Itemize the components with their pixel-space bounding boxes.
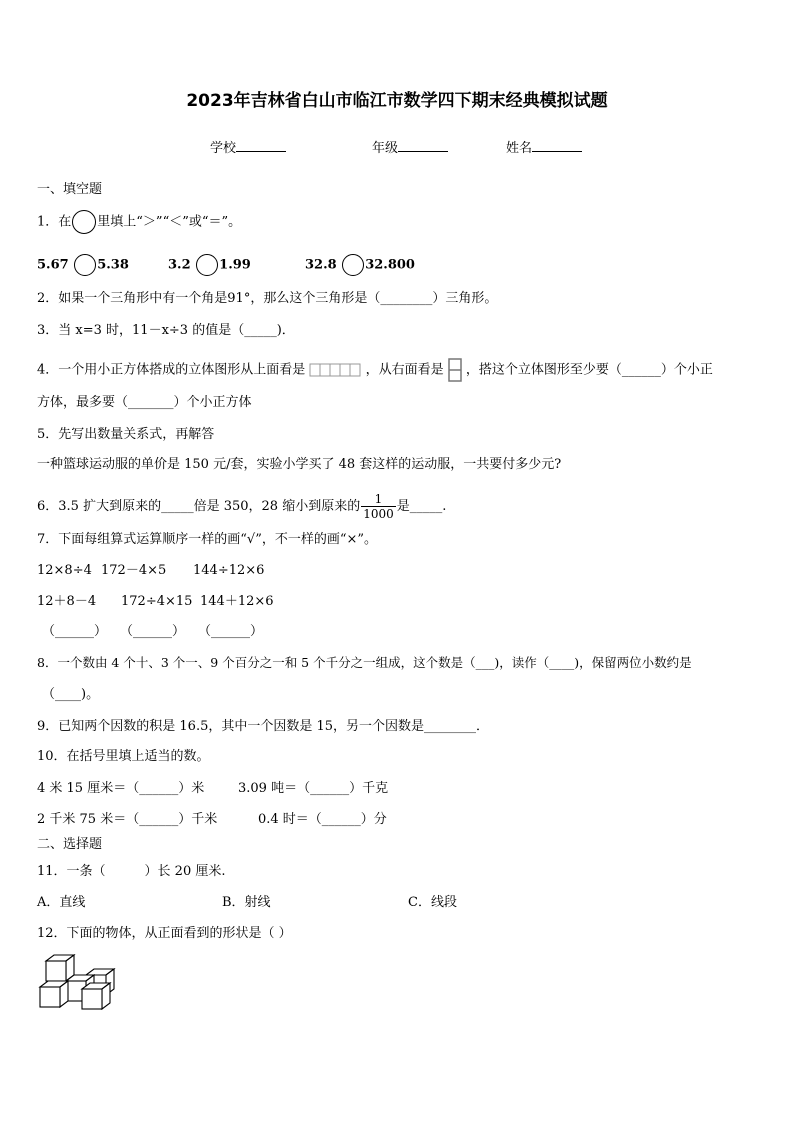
fraction: $\frac{1}{1000}$ <box>363 492 394 521</box>
compare-circle-2[interactable] <box>196 254 218 276</box>
q7-expr-3a: 144÷12×6 <box>193 563 265 578</box>
question-7: 7．下面每组算式运算顺序一样的画“√”，不一样的画“×”。 <box>37 532 378 547</box>
q7-answer-1[interactable]: （______） <box>42 624 108 639</box>
school-field[interactable]: 学校 <box>210 140 286 158</box>
question-4-cont: 方体，最多要（_______）个小正方体 <box>37 395 252 410</box>
question-10: 10．在括号里填上适当的数。 <box>37 749 210 764</box>
question-8: 8．一个数由 4 个十、3 个一、9 个百分之一和 5 个千分之一组成，这个数是（___)，读作（____)，保留两位小数约是 <box>37 655 692 670</box>
q7-answer-2[interactable]: （______） <box>120 624 186 639</box>
question-9: 9．已知两个因数的积是 16.5，其中一个因数是 15，另一个因数是________． <box>37 719 490 734</box>
question-3: 3．当 x=3 时，11－x÷3 的值是（_____)． <box>37 323 295 338</box>
q7-expr-2a: 172－4×5 <box>101 563 167 578</box>
q1-pair-1: 5.67 5.38 <box>37 254 129 276</box>
cube-stack-figure <box>38 953 122 1013</box>
q10-item-3: 2 千米 75 米＝（______）千米 <box>37 812 218 827</box>
q1-pair-2: 3.2 1.99 <box>168 254 251 276</box>
q10-item-4: 0.4 时＝（______）分 <box>258 812 387 827</box>
question-1: 1．在 里填上“＞”“＜”或“＝”。 <box>37 210 241 234</box>
q7-answer-3[interactable]: （______） <box>198 624 264 639</box>
top-view-icon <box>309 363 361 377</box>
q7-expr-3b: 144＋12×6 <box>200 594 274 609</box>
question-6: 6．3.5 扩大到原来的_____倍是 350，28 缩小到原来的 $\frac{1}{1000}$ 是_____. <box>37 492 447 521</box>
q11-option-a[interactable]: A．直线 <box>37 895 86 910</box>
q10-item-2: 3.09 吨＝（______）千克 <box>238 781 389 796</box>
right-view-icon <box>448 358 462 382</box>
q7-expr-2b: 172÷4×15 <box>121 594 193 609</box>
question-8-cont: （____)。 <box>42 687 100 702</box>
page-title: 2023年吉林省白山市临江市数学四下期末经典模拟试题 <box>186 91 608 111</box>
question-12: 12．下面的物体，从正面看到的形状是（ ） <box>37 926 292 941</box>
q10-item-1: 4 米 15 厘米＝（______）米 <box>37 781 205 796</box>
grade-field[interactable]: 年级 <box>372 140 448 158</box>
compare-circle-1[interactable] <box>74 254 96 276</box>
section-choice: 二、选择题 <box>37 837 103 852</box>
compare-circle[interactable] <box>72 210 96 234</box>
q11-option-c[interactable]: C．线段 <box>408 895 457 910</box>
q1-pair-3: 32.8 32.800 <box>305 254 415 276</box>
question-11: 11．一条（ ）长 20 厘米. <box>37 864 226 879</box>
q7-expr-1a: 12×8÷4 <box>37 563 92 578</box>
q7-expr-1b: 12＋8－4 <box>37 594 97 609</box>
question-5-text: 一种篮球运动服的单价是 150 元/套，实验小学买了 48 套这样的运动服，一共要付多少元? <box>37 457 562 472</box>
compare-circle-3[interactable] <box>342 254 364 276</box>
question-4: 4．一个用小正方体搭成的立体图形从上面看是 ，从右面看是 ，搭这个立体图形至少要（______）个小正 <box>37 358 713 382</box>
question-5: 5．先写出数量关系式，再解答 <box>37 427 215 442</box>
name-field[interactable]: 姓名 <box>506 140 582 158</box>
q11-option-b[interactable]: B．射线 <box>222 895 271 910</box>
section-fill-blank: 一、填空题 <box>37 182 103 197</box>
question-2: 2．如果一个三角形中有一个角是91°，那么这个三角形是（________）三角形。 <box>37 291 498 306</box>
